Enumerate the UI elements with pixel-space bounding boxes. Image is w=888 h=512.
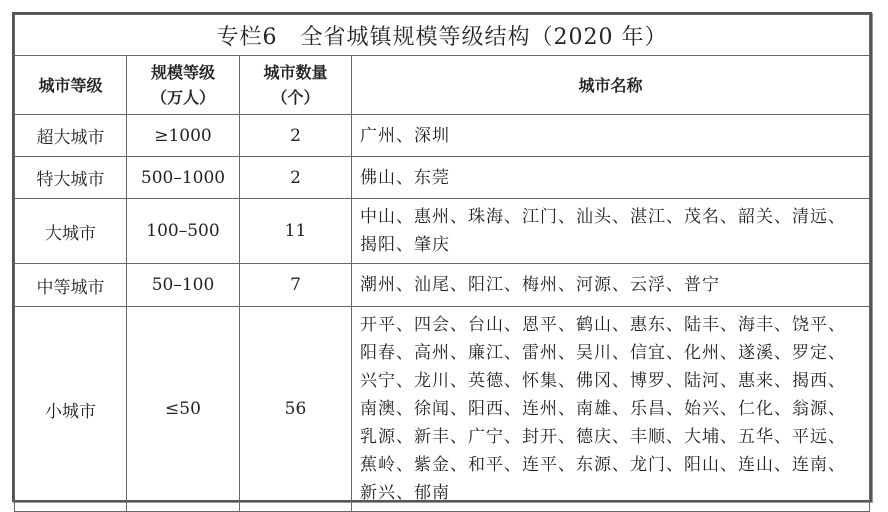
- table-row: [15, 199, 870, 264]
- table-row: [15, 264, 870, 307]
- header-level: 城市等级: [15, 56, 127, 115]
- cell-scale: ≤50: [127, 307, 240, 512]
- city-scale-table-box: [12, 12, 872, 502]
- cell-scale: 500–1000: [127, 157, 240, 199]
- cell-count: 2: [240, 157, 352, 199]
- cell-names: 广州、深圳: [352, 115, 870, 157]
- header-count: 城市数量 （个）: [240, 56, 352, 115]
- header-scale: 规模等级 （万人）: [127, 56, 240, 115]
- cell-level: 超大城市: [15, 115, 127, 157]
- cell-level: 大城市: [15, 199, 127, 264]
- cell-level: 中等城市: [15, 264, 127, 307]
- cell-names: 开平、四会、台山、恩平、鹤山、惠东、陆丰、海丰、饶平、阳春、高州、廉江、雷州、吴川、信宜、化州、遂溪、罗定、兴宁、龙川、英德、怀集、佛冈、博罗、陆河、惠来、揭西、南澳、徐闻、阳西、连州、南雄、乐昌、始兴、仁化、翁源、乳源、新丰、广宁、封开、德庆、丰顺、大埔、五华、平远、蕉岭、紫金、和平、连平、东源、龙门、阳山、连山、连南、新兴、郁南: [352, 307, 870, 512]
- header-names: 城市名称: [352, 56, 870, 115]
- table-row: [15, 157, 870, 199]
- table-row: [15, 115, 870, 157]
- cell-level: 特大城市: [15, 157, 127, 199]
- cell-count: 11: [240, 199, 352, 264]
- cell-count: 7: [240, 264, 352, 307]
- cell-count: 56: [240, 307, 352, 512]
- cell-names: 中山、惠州、珠海、江门、汕头、湛江、茂名、韶关、清远、揭阳、肇庆: [352, 199, 870, 264]
- cell-scale: 50–100: [127, 264, 240, 307]
- table-row: [15, 307, 870, 512]
- cell-names: 佛山、东莞: [352, 157, 870, 199]
- city-scale-table: [14, 14, 870, 512]
- cell-scale: ≥1000: [127, 115, 240, 157]
- cell-names: 潮州、汕尾、阳江、梅州、河源、云浮、普宁: [352, 264, 870, 307]
- table-title: 专栏6 全省城镇规模等级结构（2020 年）: [15, 15, 870, 56]
- cell-level: 小城市: [15, 307, 127, 512]
- cell-scale: 100–500: [127, 199, 240, 264]
- cell-count: 2: [240, 115, 352, 157]
